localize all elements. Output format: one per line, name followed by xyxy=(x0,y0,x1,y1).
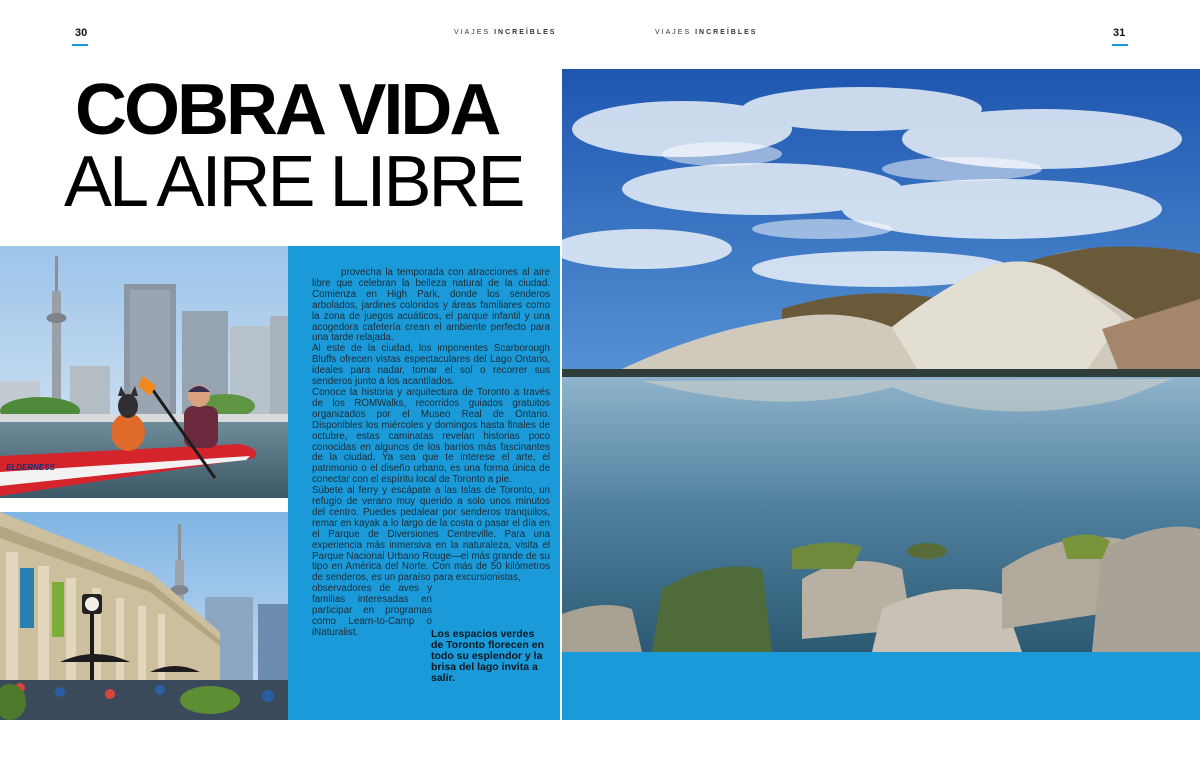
headline-line-1: COBRA VIDA xyxy=(75,70,499,150)
body-paragraph-4-end: observadores de aves y familias interesadas en participar en programas como Learn-to-Camp o iNaturalist. xyxy=(312,583,432,638)
body-paragraph-1: provecha la temporada con atracciones al aire libre que celebran la belleza natural de la ciudad. Comienza en High Park, donde los senderos arbolados, jardines coloridos y áreas familiares como la zona de juegos acuáticos, el parque infantil y una acogedora cafetería crean el ambiente perfecto para una tarde relajada. xyxy=(312,267,550,344)
running-head-right xyxy=(655,29,757,36)
headline-line-2: AL AIRE LIBRE xyxy=(64,142,523,222)
running-head-bold: INCREÍBLES xyxy=(695,29,758,36)
photo-scarborough-bluffs xyxy=(562,69,1200,652)
body-paragraph-2: Al este de la ciudad, los imponentes Scarborough Bluffs ofrecen vistas espectaculares del Lago Ontario, ideales para nadar, tomar el sol o recorrer sus senderos junto a los acantilados. xyxy=(312,343,550,388)
page-number-left-underline xyxy=(72,44,88,46)
running-head-bold: INCREÍBLES xyxy=(494,29,557,36)
pull-quote: Los espacios verdes de Toronto florecen en todo su esplendor y la brisa del lago invita a salir. xyxy=(431,628,544,684)
bottom-color-band xyxy=(562,652,1200,720)
photo-kayak-harbour xyxy=(0,246,288,498)
photo-union-station xyxy=(0,512,288,720)
page-number-right-underline xyxy=(1112,44,1128,46)
body-paragraph-4: Súbete al ferry y escápate a las Islas de Toronto, un refugio de verano muy querido a solo unos minutos del centro. Puedes pedalear por senderos tranquilos, remar en kayak a lo largo de la costa o pasar el día en el Parque de Diversiones Centreville. Para una experiencia más inmersiva en la naturaleza, visita el Parque Nacional Urbano Rouge—el más grande de su tipo en América del Norte. Con más de 50 kilómetros de senderos, es un paraíso para excursionistas, xyxy=(312,485,550,584)
page-number-left: 30 xyxy=(75,27,88,39)
page-number-right: 31 xyxy=(1113,27,1126,39)
article-body xyxy=(312,268,550,639)
running-head-light: VIAJES xyxy=(454,29,491,36)
body-paragraph-3: Conoce la historia y arquitectura de Toronto a través de los ROMWalks, recorridos guiados gratuitos organizados por el Museo Real de Ontario. Disponibles los miércoles y domingos hasta finales de octubre, estas caminatas revelan historias poco conocidas en algunos de los barrios más fascinantes de la ciudad. Ya sea que te interese el arte, el patrimonio o el diseño urbano, es una forma única de conectar con el espíritu local de Toronto a pie. xyxy=(312,386,550,486)
running-head-light: VIAJES xyxy=(655,29,692,36)
kayak-brand-text: ELDERNESS xyxy=(6,463,55,472)
running-head-left xyxy=(454,29,556,36)
